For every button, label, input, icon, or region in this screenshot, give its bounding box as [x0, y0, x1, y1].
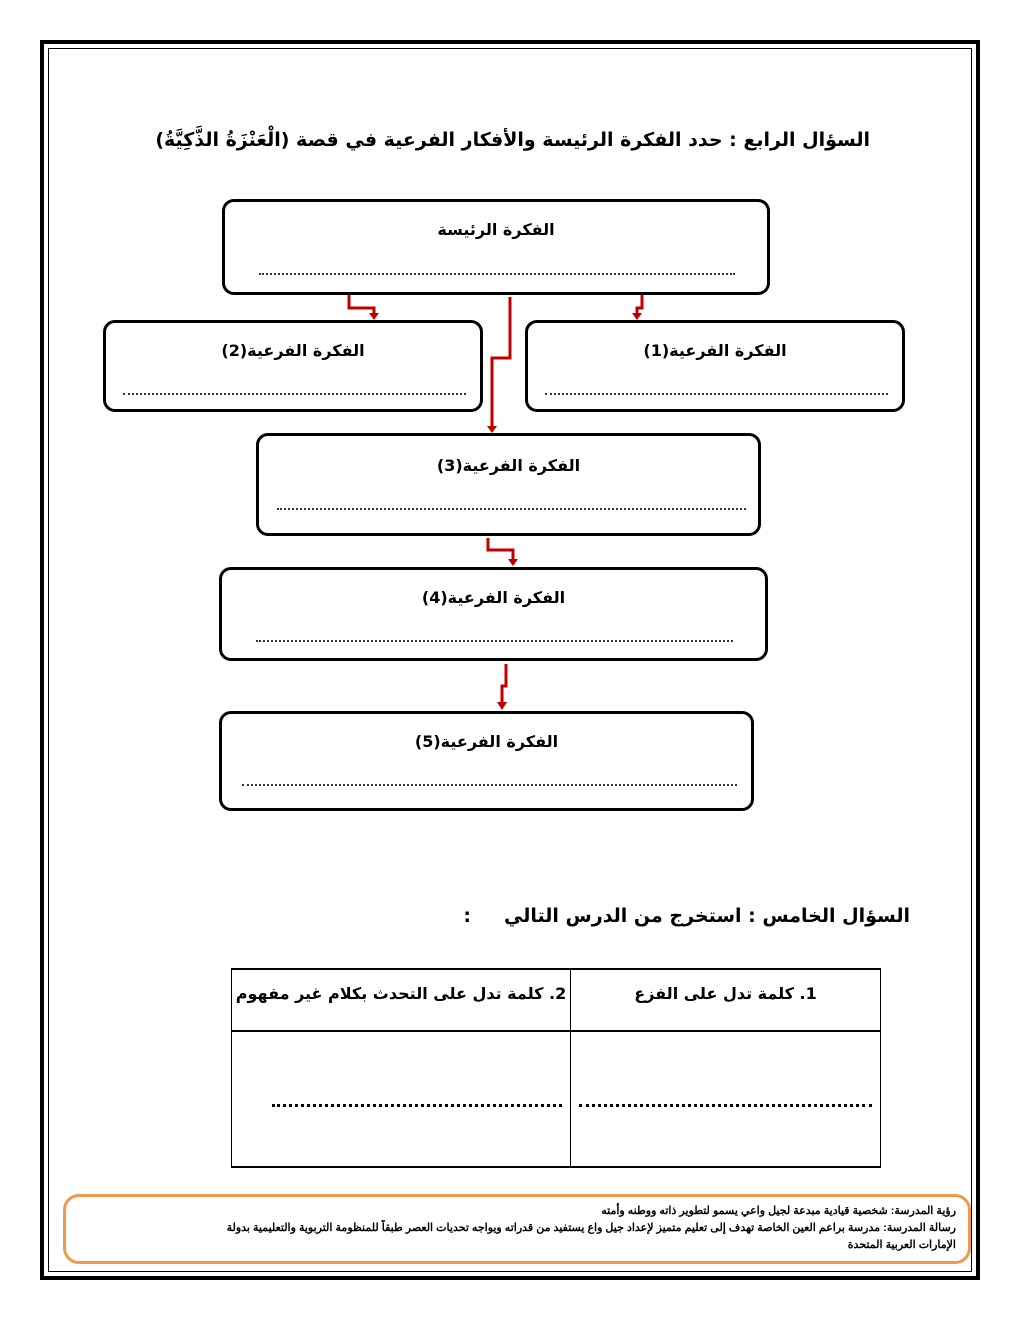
- question-5-title: السؤال الخامس : استخرج من الدرس التالي :: [463, 905, 910, 927]
- sub-idea-5-box: [219, 711, 754, 811]
- sub-idea-4-answer-line[interactable]: [256, 640, 733, 642]
- answer-cell-2[interactable]: [232, 1031, 571, 1167]
- answer-cell-1[interactable]: [571, 1031, 881, 1167]
- sub-idea-1-label: الفكرة الفرعية(1): [643, 341, 787, 360]
- sub-idea-2-label: الفكرة الفرعية(2): [221, 341, 365, 360]
- table-header-row: [232, 969, 881, 1031]
- school-vision: رؤية المدرسة: شخصية قيادية مبدعة لجيل واعي يسمو لتطوير ذاته ووطنه وأمته: [601, 1205, 956, 1217]
- main-idea-label: الفكرة الرئيسة: [437, 220, 555, 239]
- sub-idea-3-label: الفكرة الفرعية(3): [436, 456, 581, 475]
- sub-idea-4-box: [219, 567, 768, 661]
- question-4-title: السؤال الرابع : حدد الفكرة الرئيسة والأفكار الفرعية في قصة (الْعَنْزَةُ الذَّكِيَّةُ): [155, 129, 870, 151]
- table-header-cell-2: 2. كلمة تدل على التحدث بكلام غير مفهوم: [232, 969, 571, 1031]
- sub-idea-1-answer-line[interactable]: [545, 393, 888, 395]
- sub-idea-5-answer-line[interactable]: [242, 784, 737, 786]
- main-idea-box: [222, 199, 770, 295]
- school-info-box: [63, 1194, 971, 1264]
- table-answer-row: [232, 1031, 881, 1167]
- sub-idea-3-answer-line[interactable]: [277, 508, 746, 510]
- school-mission-continued: الإمارات العربية المتحدة: [847, 1239, 956, 1251]
- sub-idea-2-answer-line[interactable]: [123, 393, 466, 395]
- school-mission: رسالة المدرسة: مدرسة براعم العين الخاصة تهدف إلى تعليم متميز لإعداد جيل واع يستفيد من قدراته ويواجه تحديات العصر طبقاً للمنظومة التربوية والتعليمية بدولة: [226, 1222, 956, 1234]
- main-idea-answer-line[interactable]: [259, 273, 735, 275]
- sub-idea-4-label: الفكرة الفرعية(4): [421, 588, 566, 607]
- sub-idea-2-box: [103, 320, 483, 412]
- sub-idea-1-box: [525, 320, 905, 412]
- answer-2-line[interactable]: [272, 1104, 562, 1107]
- sub-idea-5-label: الفكرة الفرعية(5): [414, 732, 559, 751]
- table-header-cell-1: 1. كلمة تدل على الفزع: [571, 969, 881, 1031]
- school-info-text: [76, 1203, 956, 1254]
- answer-1-line[interactable]: [579, 1104, 872, 1107]
- sub-idea-3-box: [256, 433, 761, 536]
- question-5-table: [231, 968, 881, 1168]
